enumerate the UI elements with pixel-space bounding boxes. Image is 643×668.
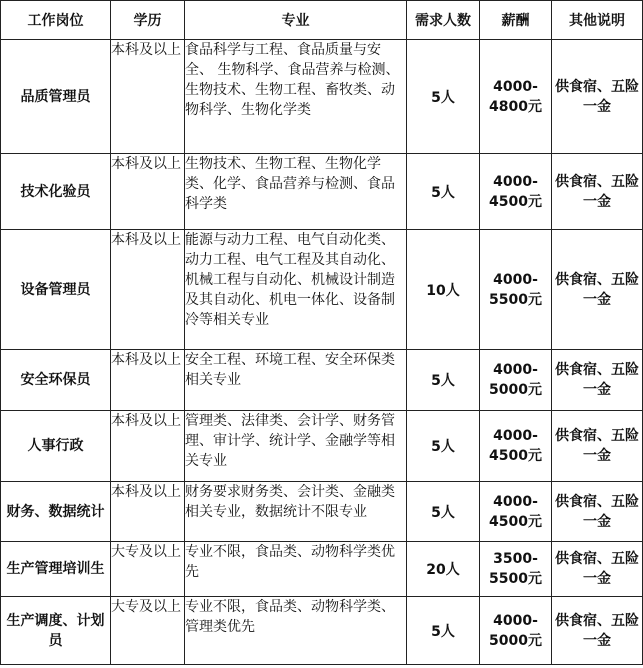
count-cell: 10人	[407, 230, 480, 350]
major-cell: 专业不限，食品类、动物科学类、管理类优先	[185, 597, 407, 665]
salary-cell: 3500-5500元	[480, 542, 552, 597]
table-row	[1, 411, 643, 482]
other-cell: 供食宿、五险一金	[552, 350, 643, 411]
education-cell: 大专及以上	[111, 597, 185, 665]
position-cell: 设备管理员	[1, 230, 111, 350]
salary-cell: 4000-4500元	[480, 154, 552, 230]
major-cell: 能源与动力工程、电气自动化类、动力工程、电气工程及其自动化、机械工程与自动化、机械设计制造及其自动化、机电一体化、设备制冷等相关专业	[185, 230, 407, 350]
position-cell: 生产调度、计划员	[1, 597, 111, 665]
header-education: 学历	[111, 1, 185, 40]
salary-cell: 4000-4500元	[480, 411, 552, 482]
other-cell: 供食宿、五险一金	[552, 40, 643, 154]
count-cell: 5人	[407, 350, 480, 411]
position-cell: 技术化验员	[1, 154, 111, 230]
table-row	[1, 350, 643, 411]
salary-cell: 4000-4500元	[480, 482, 552, 542]
salary-cell: 4000-5500元	[480, 230, 552, 350]
major-cell: 生物技术、生物工程、生物化学类、化学、食品营养与检测、食品科学类	[185, 154, 407, 230]
major-cell: 专业不限，食品类、动物科学类优先	[185, 542, 407, 597]
table-header-row	[1, 1, 643, 40]
education-cell: 本科及以上	[111, 411, 185, 482]
salary-cell: 4000-4800元	[480, 40, 552, 154]
position-cell: 生产管理培训生	[1, 542, 111, 597]
education-cell: 本科及以上	[111, 40, 185, 154]
education-cell: 本科及以上	[111, 230, 185, 350]
major-cell: 食品科学与工程、食品质量与安全、 生物科学、食品营养与检测、生物技术、生物工程、畜牧类、动物科学、生物化学类	[185, 40, 407, 154]
major-cell: 安全工程、环境工程、安全环保类相关专业	[185, 350, 407, 411]
other-cell: 供食宿、五险一金	[552, 230, 643, 350]
other-cell: 供食宿、五险一金	[552, 597, 643, 665]
count-cell: 5人	[407, 597, 480, 665]
other-cell: 供食宿、五险一金	[552, 542, 643, 597]
education-cell: 本科及以上	[111, 154, 185, 230]
header-major: 专业	[185, 1, 407, 40]
position-cell: 财务、数据统计	[1, 482, 111, 542]
count-cell: 20人	[407, 542, 480, 597]
count-cell: 5人	[407, 482, 480, 542]
position-cell: 安全环保员	[1, 350, 111, 411]
other-cell: 供食宿、五险一金	[552, 411, 643, 482]
other-cell: 供食宿、五险一金	[552, 482, 643, 542]
education-cell: 本科及以上	[111, 350, 185, 411]
position-cell: 品质管理员	[1, 40, 111, 154]
salary-cell: 4000-5000元	[480, 597, 552, 665]
header-salary: 薪酬	[480, 1, 552, 40]
count-cell: 5人	[407, 154, 480, 230]
salary-cell: 4000-5000元	[480, 350, 552, 411]
table-row	[1, 40, 643, 154]
education-cell: 大专及以上	[111, 542, 185, 597]
position-cell: 人事行政	[1, 411, 111, 482]
count-cell: 5人	[407, 40, 480, 154]
table-row	[1, 230, 643, 350]
other-cell: 供食宿、五险一金	[552, 154, 643, 230]
table-row	[1, 154, 643, 230]
table-row	[1, 597, 643, 665]
table-row	[1, 482, 643, 542]
header-other: 其他说明	[552, 1, 643, 40]
major-cell: 财务要求财务类、会计类、金融类相关专业，数据统计不限专业	[185, 482, 407, 542]
major-cell: 管理类、法律类、会计学、财务管理、审计学、统计学、金融学等相关专业	[185, 411, 407, 482]
table-row	[1, 542, 643, 597]
header-count: 需求人数	[407, 1, 480, 40]
count-cell: 5人	[407, 411, 480, 482]
education-cell: 本科及以上	[111, 482, 185, 542]
header-position: 工作岗位	[1, 1, 111, 40]
